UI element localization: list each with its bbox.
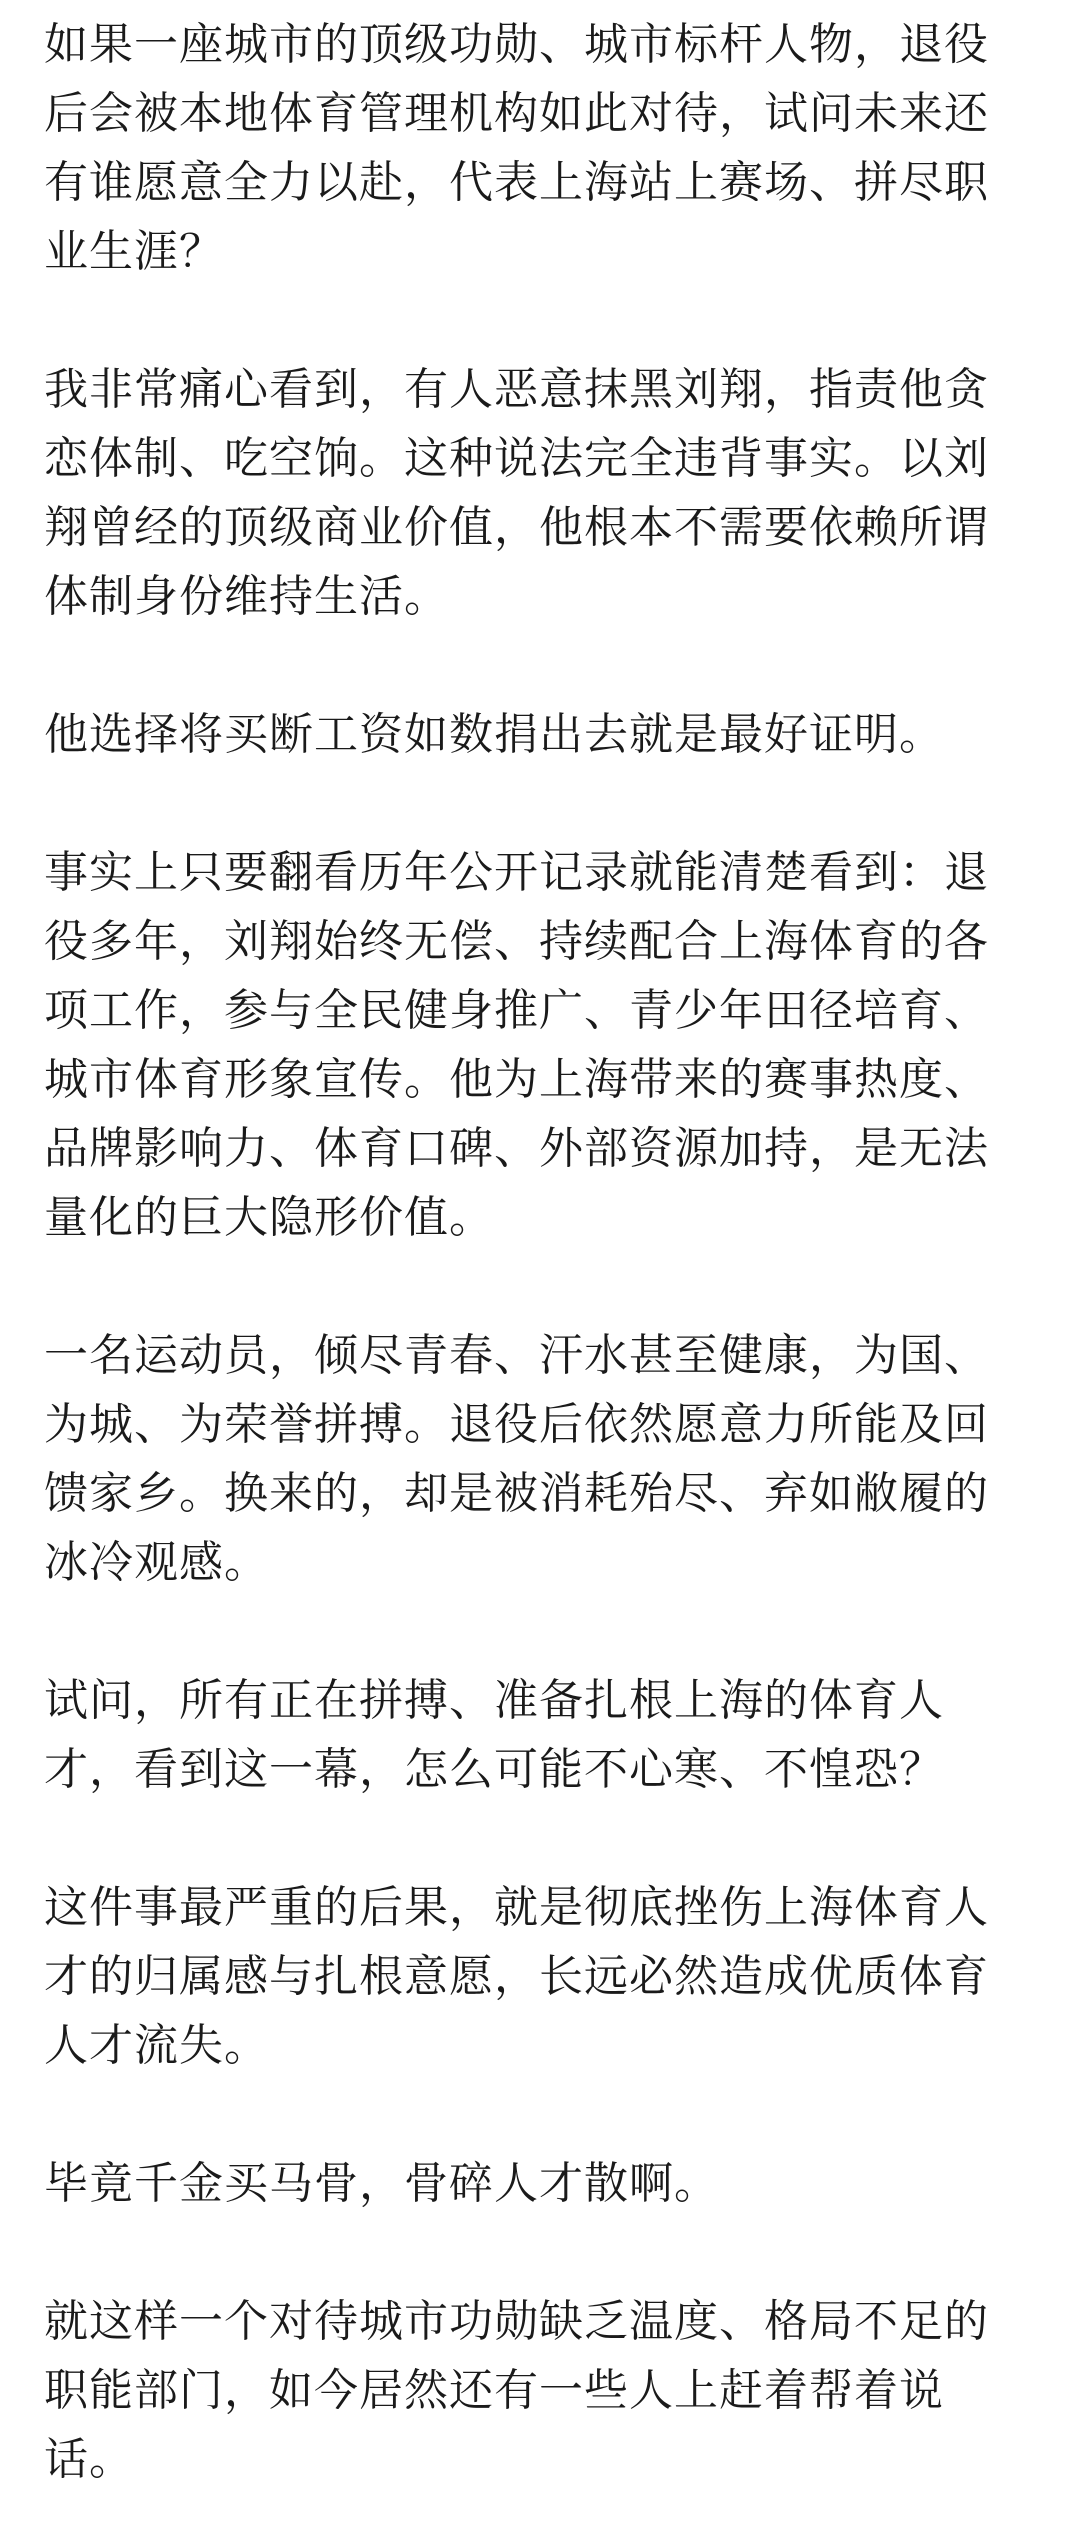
paragraph-8: 毕竟千金买马骨，骨碎人才散啊。 — [44, 2158, 719, 2209]
paragraph-1: 如果一座城市的顶级功勋、城市标杆人物，退役后会被本地体育管理机构如此对待，试问未来还有谁愿意全力以赴，代表上海站上赛场、拼尽职业生涯？ — [44, 19, 989, 277]
paragraph-7: 这件事最严重的后果，就是彻底挫伤上海体育人才的归属感与扎根意愿，长远必然造成优质体育人才流失。 — [44, 1882, 989, 2071]
paragraph-4: 事实上只要翻看历年公开记录就能清楚看到：退役多年，刘翔始终无偿、持续配合上海体育的各项工作，参与全民健身推广、青少年田径培育、城市体育形象宣传。他为上海带来的赛事热度、品牌影响力、体育口碑、外部资源加持，是无法量化的巨大隐形价值。 — [44, 847, 989, 1243]
paragraph-3: 他选择将买断工资如数捐出去就是最好证明。 — [44, 709, 944, 760]
paragraph-5: 一名运动员，倾尽青春、汗水甚至健康，为国、为城、为荣誉拼搏。退役后依然愿意力所能及回馈家乡。换来的，却是被消耗殆尽、弃如敝履的冰冷观感。 — [44, 1330, 989, 1588]
paragraph-2: 我非常痛心看到，有人恶意抹黑刘翔，指责他贪恋体制、吃空饷。这种说法完全违背事实。以刘翔曾经的顶级商业价值，他根本不需要依赖所谓体制身份维持生活。 — [44, 364, 989, 622]
paragraph-6: 试问，所有正在拼搏、准备扎根上海的体育人才，看到这一幕，怎么可能不心寒、不惶恐？ — [44, 1675, 944, 1795]
paragraph-9: 就这样一个对待城市功勋缺乏温度、格局不足的职能部门，如今居然还有一些人上赶着帮着说话。 — [44, 2296, 989, 2485]
